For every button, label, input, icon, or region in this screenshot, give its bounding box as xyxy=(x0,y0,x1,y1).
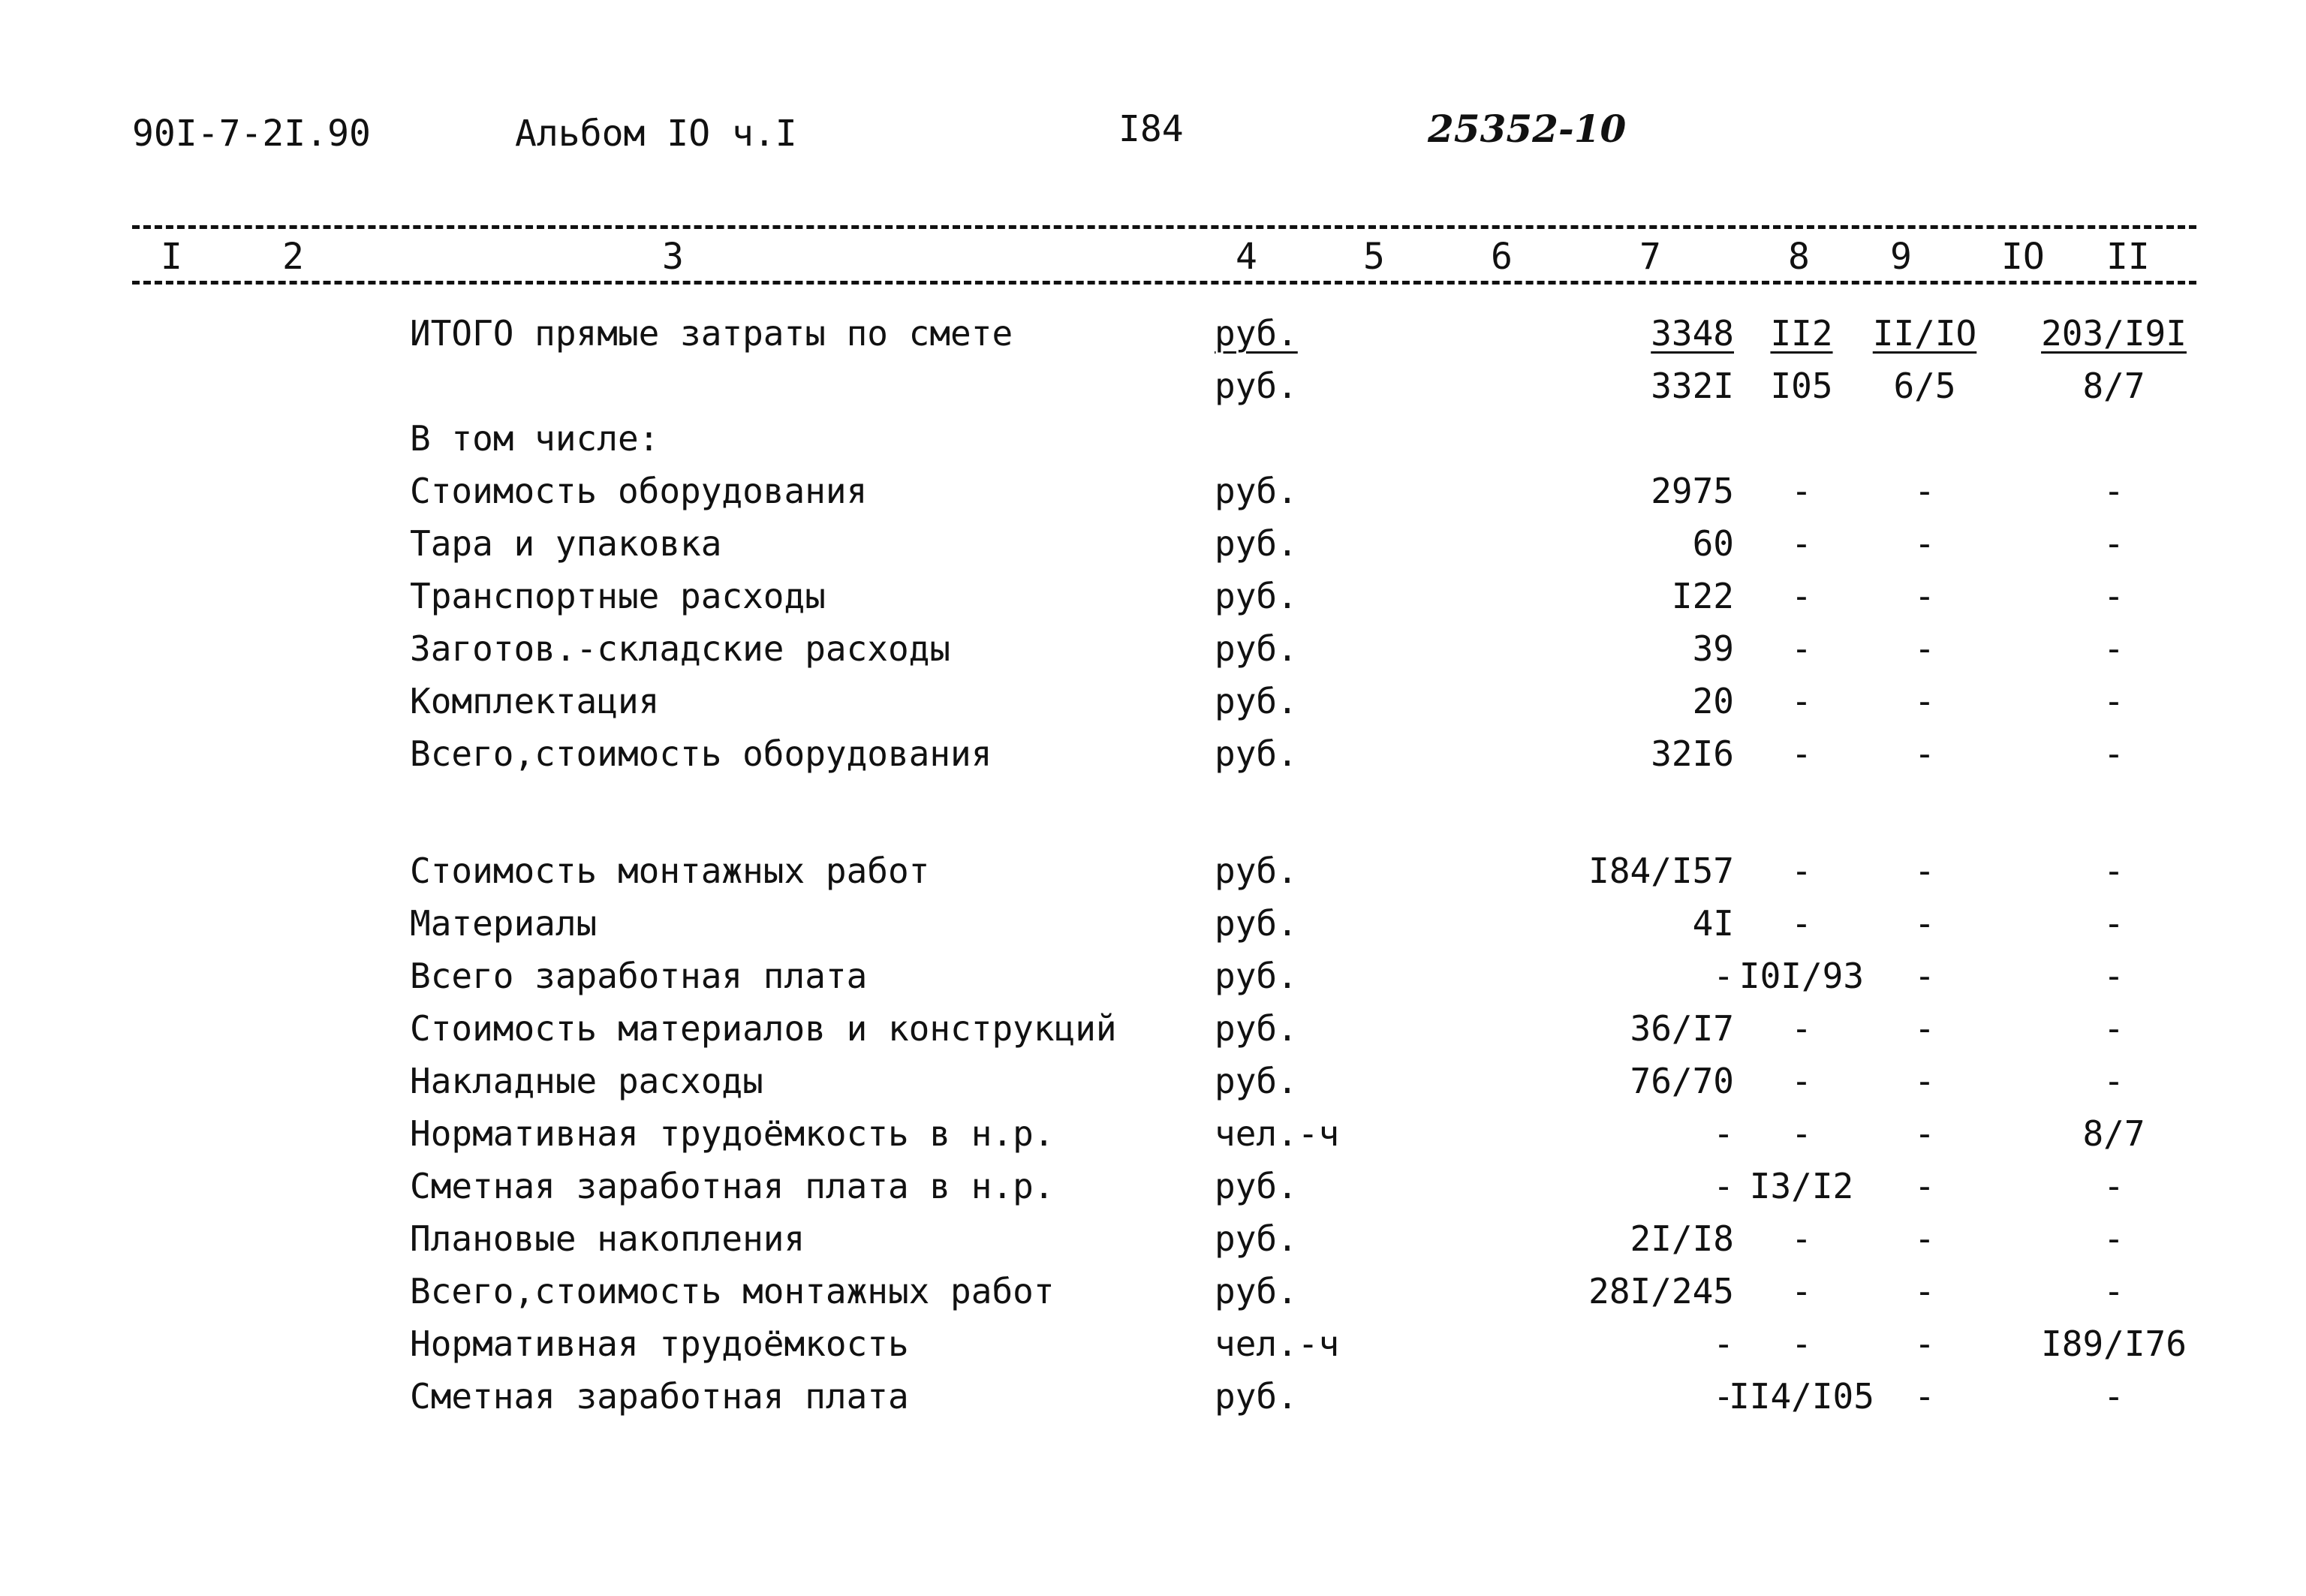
table-row xyxy=(0,1058,2306,1111)
row-label: Транспортные расходы xyxy=(410,576,826,616)
row-unit: руб. xyxy=(1215,1061,1298,1101)
cell-col-7: - xyxy=(1713,956,1734,996)
row-unit: руб. xyxy=(1215,366,1298,406)
cell-col-11: I89/I76 xyxy=(2041,1323,2187,1364)
column-number-6: 6 xyxy=(1486,234,1517,279)
row-label: Всего,стоимость оборудования xyxy=(410,733,992,774)
table-row xyxy=(0,626,2306,679)
cell-col-8: - xyxy=(1791,471,1812,511)
cell-col-9: - xyxy=(1914,1218,1935,1259)
cell-col-7: 32I6 xyxy=(1651,733,1734,774)
column-number-8: 8 xyxy=(1784,234,1814,279)
row-unit: руб. xyxy=(1215,628,1298,669)
row-unit: чел.-ч xyxy=(1215,1323,1340,1364)
cell-col-11: - xyxy=(2103,681,2124,721)
row-label: Нормативная трудоёмкость в н.р. xyxy=(410,1113,1055,1154)
cell-col-8: - xyxy=(1791,733,1812,774)
column-number-3: 3 xyxy=(658,234,688,279)
row-unit: руб. xyxy=(1215,1008,1298,1049)
cell-col-9: - xyxy=(1914,1166,1935,1206)
cell-col-7: 2I/I8 xyxy=(1630,1218,1734,1259)
cell-col-7: 36/I7 xyxy=(1630,1008,1734,1049)
cell-col-11: 203/I9I xyxy=(2041,313,2187,354)
cell-col-8: - xyxy=(1791,903,1812,944)
cell-col-9: - xyxy=(1914,1061,1935,1101)
cell-col-9: - xyxy=(1914,681,1935,721)
column-number-10: IO xyxy=(1997,234,2049,279)
row-unit: руб. xyxy=(1215,1218,1298,1259)
cell-col-11: 8/7 xyxy=(2082,366,2145,406)
row-label: Комплектация xyxy=(410,681,660,721)
cell-col-9: - xyxy=(1914,851,1935,891)
cell-col-7: - xyxy=(1713,1166,1734,1206)
row-unit: руб. xyxy=(1215,733,1298,774)
cell-col-8: - xyxy=(1791,851,1812,891)
row-unit: руб. xyxy=(1215,681,1298,721)
cell-col-11: - xyxy=(2103,1008,2124,1049)
cell-col-11: - xyxy=(2103,956,2124,996)
cell-col-9: - xyxy=(1914,1271,1935,1311)
row-unit: руб. xyxy=(1215,1166,1298,1206)
cell-col-11: - xyxy=(2103,576,2124,616)
cell-col-8: - xyxy=(1791,1323,1812,1364)
row-label: Нормативная трудоёмкость xyxy=(410,1323,909,1364)
table-row xyxy=(0,311,2306,363)
cell-col-8: - xyxy=(1791,523,1812,564)
cell-col-7: 20 xyxy=(1692,681,1734,721)
row-label: Стоимость материалов и конструкций xyxy=(410,1008,1117,1049)
album-label: Альбом IO ч.I xyxy=(515,113,797,155)
row-unit: руб. xyxy=(1215,523,1298,564)
row-unit: руб. xyxy=(1215,956,1298,996)
row-unit: руб. xyxy=(1215,471,1298,511)
cell-col-9: - xyxy=(1914,1323,1935,1364)
cell-col-8: - xyxy=(1791,1218,1812,1259)
handwritten-number: 25352-10 xyxy=(1428,107,1627,151)
cell-col-8: - xyxy=(1791,681,1812,721)
column-number-9: 9 xyxy=(1886,234,1916,279)
row-unit: руб. xyxy=(1215,1376,1298,1417)
row-label: Плановые накопления xyxy=(410,1218,805,1259)
cell-col-11: - xyxy=(2103,523,2124,564)
table-row xyxy=(0,1111,2306,1164)
cell-col-8: II2 xyxy=(1770,313,1833,354)
cell-col-7: 4I xyxy=(1692,903,1734,944)
row-label: Всего заработная плата xyxy=(410,956,868,996)
cell-col-8: I05 xyxy=(1770,366,1833,406)
table-row xyxy=(0,574,2306,626)
row-label: ИТОГО прямые затраты по смете xyxy=(410,313,1013,354)
cell-col-11: - xyxy=(2103,851,2124,891)
table-row xyxy=(0,1374,2306,1426)
cell-col-11: - xyxy=(2103,1218,2124,1259)
cell-col-9: - xyxy=(1914,471,1935,511)
cell-col-7: 2975 xyxy=(1651,471,1734,511)
cell-col-8: I0I/93 xyxy=(1739,956,1865,996)
cell-col-9: - xyxy=(1914,733,1935,774)
cell-col-9: - xyxy=(1914,1008,1935,1049)
table-row xyxy=(0,468,2306,521)
page-number: I84 xyxy=(1118,108,1184,150)
cell-col-8: - xyxy=(1791,1061,1812,1101)
row-unit: руб. xyxy=(1215,903,1298,944)
cell-col-9: - xyxy=(1914,523,1935,564)
table-row xyxy=(0,1269,2306,1321)
cell-col-7: 3348 xyxy=(1651,313,1734,354)
table-row xyxy=(0,953,2306,1006)
row-label: В том числе: xyxy=(410,418,660,459)
cell-col-11: - xyxy=(2103,1061,2124,1101)
cell-col-9: - xyxy=(1914,956,1935,996)
cell-col-7: I22 xyxy=(1671,576,1734,616)
row-label: Заготов.-складские расходы xyxy=(410,628,951,669)
cell-col-7: - xyxy=(1713,1113,1734,1154)
column-number-4: 4 xyxy=(1231,234,1262,279)
cell-col-9: - xyxy=(1914,1376,1935,1417)
row-label: Сметная заработная плата в н.р. xyxy=(410,1166,1055,1206)
table-row xyxy=(0,1164,2306,1216)
cell-col-11: - xyxy=(2103,1376,2124,1417)
cell-col-8: - xyxy=(1791,1008,1812,1049)
cell-col-8: I3/I2 xyxy=(1749,1166,1854,1206)
cell-col-8: II4/I05 xyxy=(1729,1376,1874,1417)
row-label: Стоимость монтажных работ xyxy=(410,851,930,891)
column-number-5: 5 xyxy=(1359,234,1389,279)
cell-col-7: 60 xyxy=(1692,523,1734,564)
table-row xyxy=(0,731,2306,784)
cell-col-8: - xyxy=(1791,1113,1812,1154)
cell-col-11: - xyxy=(2103,1271,2124,1311)
cell-col-7: 28I/245 xyxy=(1588,1271,1734,1311)
cell-col-9: - xyxy=(1914,576,1935,616)
cell-col-7: - xyxy=(1713,1376,1734,1417)
column-number-2: 2 xyxy=(278,234,309,279)
table-row xyxy=(0,1321,2306,1374)
document-code: 90I-7-2I.90 xyxy=(132,113,371,155)
cell-col-11: - xyxy=(2103,733,2124,774)
column-number-7: 7 xyxy=(1635,234,1666,279)
row-label: Материалы xyxy=(410,903,598,944)
row-label: Тара и упаковка xyxy=(410,523,722,564)
cell-col-8: - xyxy=(1791,576,1812,616)
column-number-1: I xyxy=(156,234,187,279)
table-row xyxy=(0,901,2306,953)
cell-col-11: - xyxy=(2103,628,2124,669)
cell-col-7: - xyxy=(1713,1323,1734,1364)
cell-col-9: 6/5 xyxy=(1893,366,1956,406)
row-label: Накладные расходы xyxy=(410,1061,763,1101)
table-row xyxy=(0,521,2306,574)
cell-col-9: - xyxy=(1914,628,1935,669)
table-row xyxy=(0,848,2306,901)
row-label: Стоимость оборудования xyxy=(410,471,868,511)
cell-col-11: 8/7 xyxy=(2082,1113,2145,1154)
table-row xyxy=(0,1216,2306,1269)
cell-col-7: 76/70 xyxy=(1630,1061,1734,1101)
row-unit: руб. xyxy=(1215,313,1298,354)
header-dashed-line-top xyxy=(132,225,2196,229)
row-label: Сметная заработная плата xyxy=(410,1376,909,1417)
row-label: Всего,стоимость монтажных работ xyxy=(410,1271,1055,1311)
cell-col-7: I84/I57 xyxy=(1588,851,1734,891)
row-unit: руб. xyxy=(1215,576,1298,616)
column-number-11: II xyxy=(2102,234,2154,279)
cell-col-11: - xyxy=(2103,471,2124,511)
row-unit: чел.-ч xyxy=(1215,1113,1340,1154)
table-row xyxy=(0,1006,2306,1058)
cell-col-8: - xyxy=(1791,628,1812,669)
header-dashed-line-bottom xyxy=(132,281,2196,285)
cell-col-7: 39 xyxy=(1692,628,1734,669)
table-row xyxy=(0,363,2306,416)
cell-col-9: - xyxy=(1914,903,1935,944)
table-row xyxy=(0,416,2306,468)
cell-col-9: - xyxy=(1914,1113,1935,1154)
row-unit: руб. xyxy=(1215,1271,1298,1311)
table-row xyxy=(0,679,2306,731)
cell-col-9: II/IO xyxy=(1872,313,1977,354)
cell-col-11: - xyxy=(2103,903,2124,944)
row-unit: руб. xyxy=(1215,851,1298,891)
cell-col-8: - xyxy=(1791,1271,1812,1311)
cell-col-11: - xyxy=(2103,1166,2124,1206)
cell-col-7: 332I xyxy=(1651,366,1734,406)
